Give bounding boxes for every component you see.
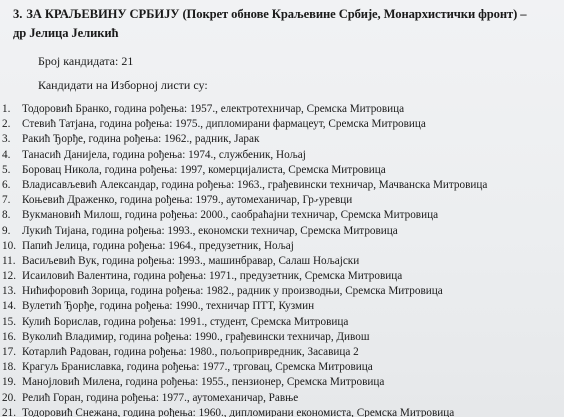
list-item: [0, 330, 564, 345]
list-item-text: Тодоровић Снежана, година рођења: 1960., дипломирани економиста, Сремска Митровица: [22, 406, 455, 417]
list-item-text: Боровац Никола, година рођења: 1997, комерцијалиста, Сремска Митровица: [22, 163, 386, 176]
list-item-text: Папић Јелица, година рођења: 1964., предузетник, Нољај: [22, 239, 294, 252]
list-item: [0, 299, 564, 314]
list-item-text: Манојловић Милена, година рођења: 1955., пензионер, Сремска Митровица: [22, 376, 385, 389]
list-item: [0, 178, 564, 193]
list-item-text: Исаиловић Валентина, година рођења: 1971., предузетник, Сремска Митровица: [22, 270, 403, 283]
list-item: [0, 224, 564, 239]
list-item: [0, 254, 564, 269]
list-item-number: 8.: [2, 209, 11, 222]
list-item-text: Кулић Борислав, година рођења: 1991., студент, Сремска Митровица: [22, 315, 349, 328]
section-number: 3.: [13, 7, 23, 21]
list-item-number: 13.: [2, 285, 16, 298]
title-line-1: ЗА КРАЉЕВИНУ СРБИЈУ (Покрет обнове Краљевине Србије, Монархистички фронт) –: [26, 7, 527, 21]
list-item-text: Коњевић Драженко, година рођења: 1979., аутомеханичар, Грގуревци: [22, 194, 353, 207]
list-item-text: Тодоровић Бранко, година рођења: 1957., електротехничар, Сремска Митровица: [22, 103, 405, 115]
list-item: [0, 269, 564, 284]
list-item-text: Вукмановић Милош, година рођења: 2000., саобраћајни техничар, Сремска Митровица: [22, 209, 439, 222]
list-item: [0, 239, 564, 254]
list-item: [0, 345, 564, 360]
list-item-number: 9.: [2, 224, 11, 237]
list-item-number: 20.: [2, 391, 16, 404]
list-item-number: 14.: [2, 300, 16, 313]
list-item-text: Васиљевић Вук, година рођења: 1993., машинбравар, Салаш Нољајски: [22, 254, 360, 267]
list-item-number: 3.: [2, 133, 11, 146]
list-item: [0, 406, 564, 417]
list-item: [0, 193, 564, 208]
list-item-number: 12.: [2, 270, 16, 283]
list-item: [0, 163, 564, 178]
list-item: [0, 117, 564, 132]
list-item-number: 21.: [2, 406, 16, 417]
list-item-text: Лукић Тијана, година рођења: 1993., економски техничар, Сремска Митровица: [22, 224, 398, 237]
list-item: [0, 375, 564, 390]
list-item-number: 15.: [2, 315, 16, 328]
list-item: [0, 132, 564, 147]
list-item-text: Нићифоровић Зорица, година рођења: 1982., радник у производњи, Сремска Митровица: [22, 285, 443, 298]
list-item-text: Владисављевић Александар, година рођења: 1963., грађевински техничар, Мачванска Митровица: [22, 178, 488, 191]
list-item-text: Котарлић Радован, година рођења: 1980., пољопривредник, Засавица 2: [22, 346, 359, 358]
list-item-number: 18.: [2, 361, 16, 374]
list-item-text: Вуколић Владимир, година рођења: 1990., грађевински техничар, Дивош: [22, 330, 370, 343]
list-item-number: 17.: [2, 346, 16, 358]
list-item: [0, 391, 564, 406]
list-item-text: Танасић Данијела, година рођења: 1974., службеник, Нољај: [22, 148, 306, 161]
list-item-number: 11.: [2, 254, 16, 267]
list-item: [0, 315, 564, 330]
candidate-count: Број кандидата: 21: [38, 54, 134, 68]
title-line-2: др Јелица Јеликић: [13, 26, 119, 40]
list-item: [0, 284, 564, 299]
list-item-number: 10.: [2, 239, 16, 252]
list-title: [13, 5, 553, 43]
list-item-number: 4.: [2, 148, 11, 161]
list-item: [0, 102, 564, 117]
list-item: [0, 148, 564, 163]
list-item-text: Релић Горан, година рођења: 1977., аутомеханичар, Равње: [22, 391, 299, 404]
list-item-text: Крагуљ Браниславка, година рођења: 1977., трговац, Сремска Митровица: [22, 361, 373, 374]
list-item-text: Стевић Татјана, година рођења: 1975., дипломирани фармацеут, Сремска Митровица: [22, 118, 426, 131]
list-item-number: 16.: [2, 330, 16, 343]
list-item-text: Ракић Ђорђе, година рођења: 1962., радник, Јарак: [22, 133, 260, 146]
list-item-number: 19.: [2, 376, 16, 389]
list-item-text: Вулетић Ђорђе, година рођења: 1990., техничар ПТТ, Кузмин: [22, 300, 315, 313]
list-item-number: 5.: [2, 163, 11, 176]
list-item-number: 6.: [2, 178, 11, 191]
candidates-intro: Кандидати на Изборној листи су:: [38, 78, 208, 92]
candidate-list: [0, 102, 564, 417]
list-item: [0, 208, 564, 223]
list-item-number: 2.: [2, 118, 11, 131]
list-item-number: 7.: [2, 194, 11, 207]
list-item-number: 1.: [2, 103, 11, 115]
list-item: [0, 360, 564, 375]
